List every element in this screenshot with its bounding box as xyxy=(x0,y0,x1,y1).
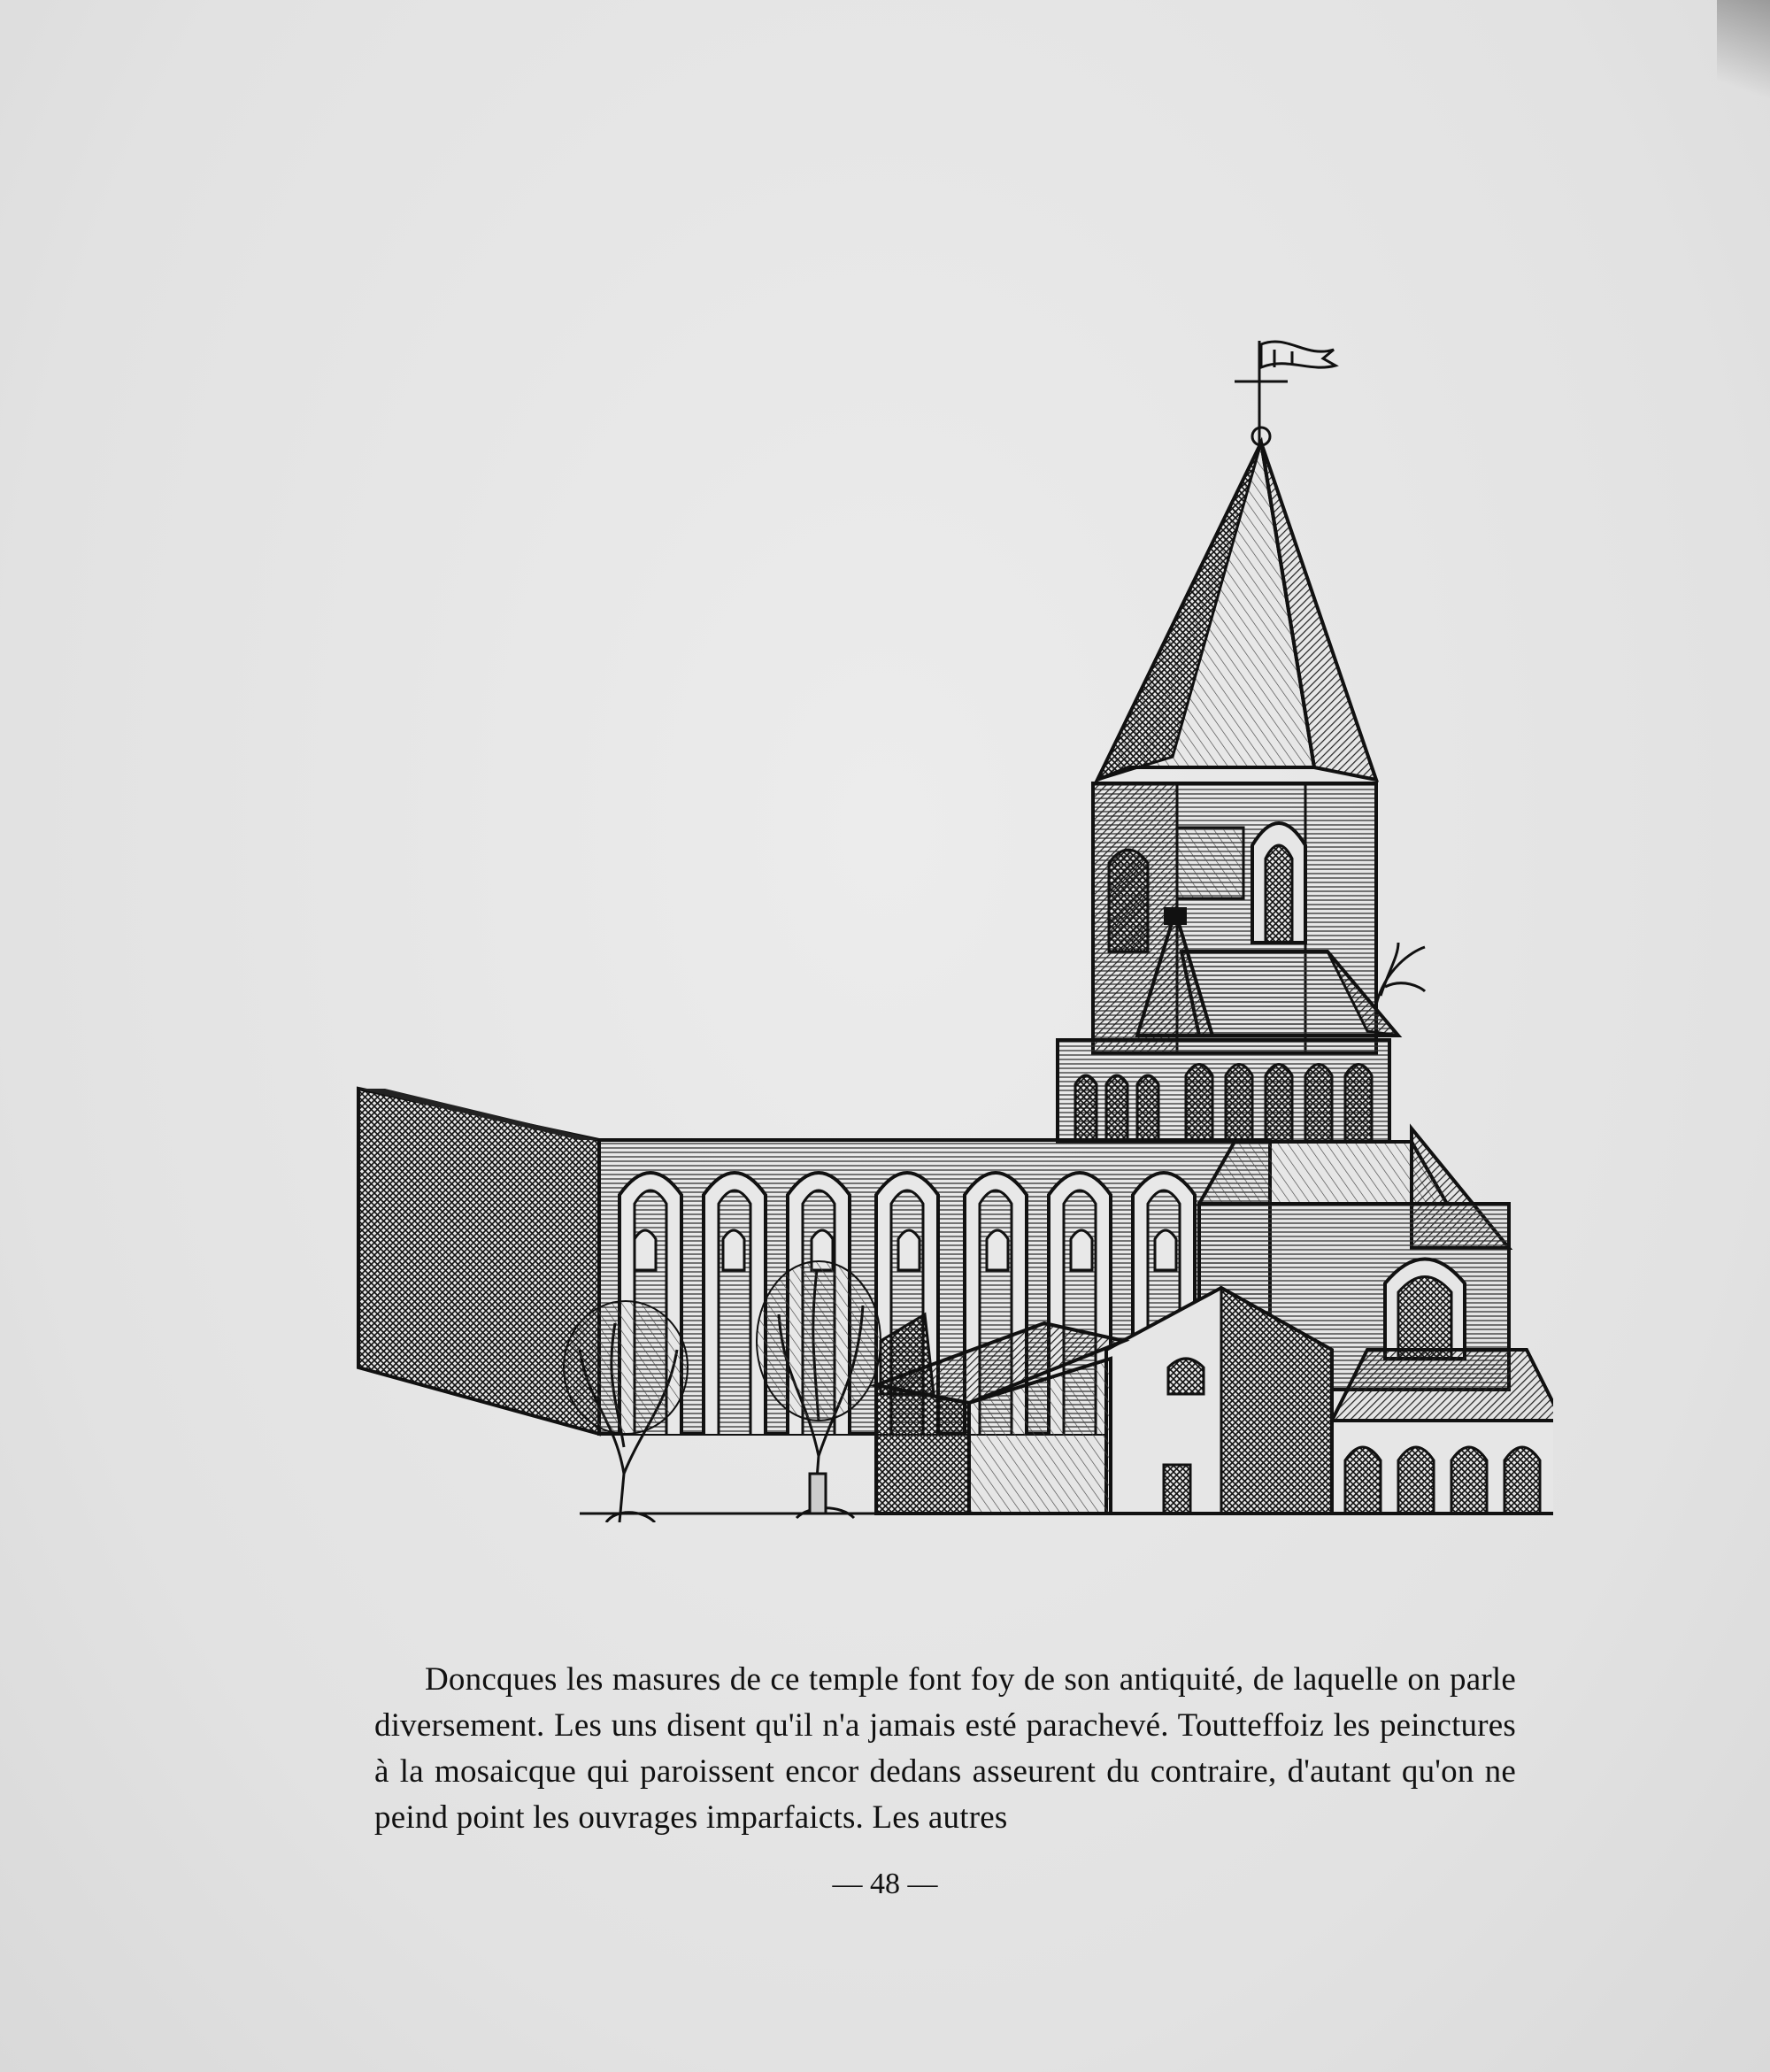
page-number: — 48 — xyxy=(832,1868,938,1900)
page-corner-shadow xyxy=(1717,0,1770,124)
church-engraving xyxy=(350,332,1553,1522)
paragraph: Doncques les masures de ce temple font foy de son antiquité, de laquelle on parle diversement. Les uns disent qu'il n'a jamais esté parachevé. Toutteffoiz les peinctures à la mosaicque qui paroissent encor dedans asseurent du contraire, d'autant qu'on ne peind point les ouvrages imparfaicts. Les autres xyxy=(374,1661,1516,1836)
body-text xyxy=(374,1657,1516,1841)
church-engraving-icon xyxy=(350,332,1553,1522)
